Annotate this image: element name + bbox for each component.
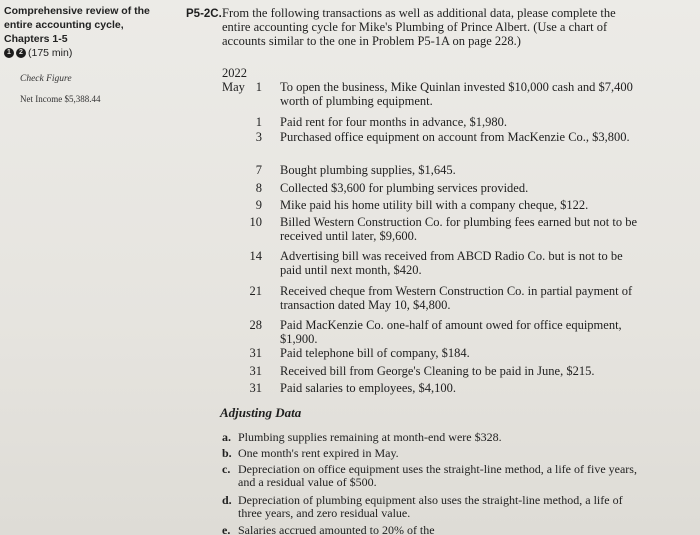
- adjusting-text: Salaries accrued amounted to 20% of the: [238, 523, 435, 535]
- transaction-description: Bought plumbing supplies, $1,645.: [280, 163, 456, 177]
- transaction-description: Received bill from George's Cleaning to be paid in June, $215.: [280, 364, 595, 378]
- transaction-description: Paid rent for four months in advance, $1,980.: [280, 115, 508, 129]
- transaction-description: To open the business, Mike Quinlan invested $10,000 cash and $7,400 worth of plumbing equipment.: [280, 80, 633, 108]
- transaction-day: 28: [249, 318, 262, 332]
- transaction-day: 31: [249, 364, 262, 378]
- problem-number: P5-2C.: [186, 8, 222, 20]
- transaction-description: Received cheque from Western Construction Co. in partial payment of transaction dated May 10, $4,800.: [280, 284, 633, 312]
- time-estimate: (175 min): [28, 47, 73, 59]
- transaction-day: 9: [255, 198, 262, 212]
- check-figure-label: Check Figure: [20, 74, 72, 84]
- month-label: May: [222, 80, 245, 94]
- sidebar: [4, 4, 174, 60]
- transaction-day: 1: [255, 80, 262, 94]
- problem-statement: [186, 6, 636, 48]
- objective-1-icon: 1: [4, 48, 14, 58]
- transaction-description: Billed Western Construction Co. for plumbing fees earned but not to be received until later, $9,600.: [280, 215, 638, 243]
- net-income-figure: Net Income $5,388.44: [20, 94, 101, 104]
- adjusting-letter: c.: [222, 462, 231, 476]
- problem-text: From the following transactions as well as additional data, please complete the entire accounting cycle for Mike's Plumbing of Prince Albert. (Use a chart of accounts similar to the one in Problem P5-1A on page 228.): [222, 6, 616, 48]
- transaction-description: Mike paid his home utility bill with a company cheque, $122.: [280, 198, 589, 212]
- transaction-day: 10: [249, 215, 262, 229]
- transaction-day: 31: [249, 346, 262, 360]
- transaction-description: Advertising bill was received from ABCD Radio Co. but is not to be paid until next month, $420.: [280, 249, 623, 277]
- transaction-day: 21: [249, 284, 262, 298]
- adjusting-text: One month's rent expired in May.: [238, 446, 399, 460]
- adjusting-text: Depreciation of plumbing equipment also uses the straight-line method, a life of three years, and zero residual value.: [238, 493, 623, 520]
- sidebar-title: Comprehensive review of the entire accounting cycle, Chapters 1-5: [4, 5, 150, 45]
- year-label: 2022: [222, 66, 247, 80]
- transaction-description: Paid salaries to employees, $4,100.: [280, 381, 457, 395]
- adjusting-letter: d.: [222, 493, 232, 507]
- objective-2-icon: 2: [16, 48, 26, 58]
- transaction-description: Collected $3,600 for plumbing services provided.: [280, 181, 529, 195]
- transaction-day: 7: [255, 163, 262, 177]
- transaction-day: 1: [255, 115, 262, 129]
- transaction-description: Paid MacKenzie Co. one-half of amount owed for office equipment, $1,900.: [280, 318, 622, 346]
- adjusting-heading: Adjusting Data: [220, 405, 302, 420]
- transaction-description: Paid telephone bill of company, $184.: [280, 346, 470, 360]
- transaction-day: 3: [255, 130, 262, 144]
- adjusting-letter: b.: [222, 446, 232, 460]
- transaction-description: Purchased office equipment on account from MacKenzie Co., $3,800.: [280, 130, 630, 144]
- transaction-day: 14: [249, 249, 262, 263]
- transaction-day: 8: [255, 181, 262, 195]
- adjusting-text: Depreciation on office equipment uses the straight-line method, a life of five years, and a residual value of $500.: [238, 462, 637, 489]
- difficulty-row: [4, 46, 174, 60]
- adjusting-text: Plumbing supplies remaining at month-end were $328.: [238, 430, 502, 444]
- adjusting-letter: a.: [222, 430, 231, 444]
- adjusting-letter: e.: [222, 523, 231, 535]
- transaction-day: 31: [249, 381, 262, 395]
